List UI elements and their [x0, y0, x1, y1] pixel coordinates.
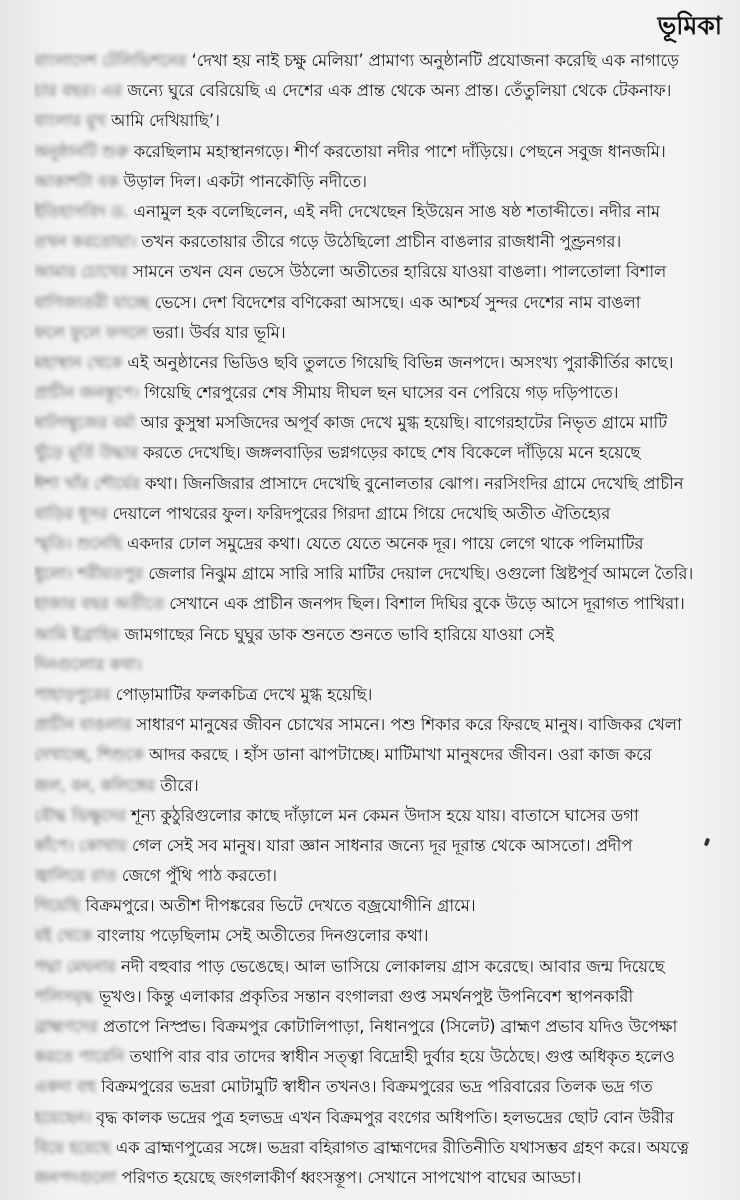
- line-text: নদী বহুবার পাড় ভেঙেছে। আল ভাসিয়ে লোকালয় গ্রাস করেছে। আবার জন্ম দিয়েছে: [115, 956, 665, 976]
- blurred-line-start: পলিসমৃদ্ধ: [34, 986, 94, 1006]
- text-line: [34, 529, 724, 559]
- line-text: বিক্রমপুরে। অতীশ দীপঙ্করের ভিটে দেখতে বজ্রযোগীনি গ্রামে।: [80, 896, 476, 916]
- line-text: জন্যে ঘুরে বেরিয়েছি এ দেশের এক প্রান্ত থেকে অন্য প্রান্ত। তেঁতুলিয়া থেকে টেকনাফ।: [122, 81, 672, 101]
- text-line: [34, 318, 724, 348]
- text-line: [34, 1103, 724, 1133]
- line-text: আমি দেখিয়াছি’।: [105, 111, 220, 131]
- text-line: [34, 831, 724, 861]
- line-text: সাধারণ মানুষের জীবন চোখের সামনে। পশু শিকার করে ফিরছে মানুষ। বাজিকর খেলা: [131, 715, 682, 735]
- line-text: সামনে তখন যেন ভেসে উঠলো অতীতের হারিয়ে যাওয়া বাঙলা। পালতোলা বিশাল: [127, 262, 667, 282]
- line-text: আর কুসুম্বা মসজিদের অপূর্ব কাজ দেখে মুগ্ধ হয়েছি। বাগেরহাটের নিভৃত গ্রামে মাটি: [135, 413, 668, 433]
- blurred-line-start: ষাটগম্বুজের বর্মা: [34, 413, 136, 433]
- blurred-line-start: দেখাচ্ছে, শিশুকে: [34, 745, 144, 765]
- line-text: দেয়ালে পাথরের ফুল। ফরিদপুরের গিরদা গ্রামে গিয়ে দেখেছি অতীত ঐতিহ্যের: [107, 503, 611, 523]
- paragraph: [34, 710, 724, 801]
- line-text: বাংলায় পড়েছিলাম সেই অতীতের দিনগুলোর কথা।: [92, 926, 429, 946]
- blurred-line-start: ধুলো। শরীয়তপুর: [34, 564, 144, 584]
- line-text: আদর করছে । হাঁস ডানা ঝাপটাচ্ছে। মাটিমাখা মানুষদের জীবন। ওরা কাজ করে: [143, 745, 652, 765]
- text-line: [34, 197, 724, 227]
- blurred-line-start: বাংলাদেশ টেলিভিশনের: [34, 51, 187, 70]
- blurred-line-start: আকাশটা বক: [34, 171, 119, 191]
- text-line: [34, 288, 724, 318]
- blurred-line-start: দিনগুলোর কথা।: [34, 654, 142, 674]
- blurred-line-start: বই থেকে: [34, 926, 93, 946]
- text-line: [34, 257, 724, 287]
- line-text: গেল সেই সব মানুষ। যারা জ্ঞান সাধনার জন্যে দূর দূরান্ত থেকে আসতো। প্রদীপ: [126, 835, 633, 855]
- blurred-line-start: একদা বহু: [34, 1077, 96, 1097]
- line-text: ভরা। উর্বর যার ভূমি।: [147, 322, 286, 342]
- blurred-line-start: আমি ইব্রাহিম: [34, 624, 120, 644]
- blurred-line-start: আমার চোখের: [34, 262, 128, 282]
- text-line: [34, 982, 724, 1012]
- text-line: [34, 710, 724, 740]
- blurred-line-start: ঈশা খাঁর শৌর্যের: [34, 473, 140, 493]
- blurred-line-start: প্রাচীন জনস্তূপে।: [34, 383, 140, 403]
- text-line: [34, 680, 724, 710]
- blurred-line-start: তখন করতোয়া।: [34, 232, 137, 252]
- blurred-line-start: মহাস্থান থেকে: [34, 352, 123, 372]
- paragraph: [34, 801, 724, 892]
- blurred-line-start: অনুষ্ঠানটি শুরু: [34, 141, 129, 161]
- text-line: [34, 1042, 724, 1072]
- line-text: বৃদ্ধ কালক ভদ্রের পুত্র হলভদ্র এখন বিক্রমপুর বংগের অধিপতি। হলভদ্রের ছোট বোন উরীর: [90, 1107, 674, 1127]
- text-line: [34, 378, 724, 408]
- text-line: [34, 559, 724, 589]
- page-title: ভূমিকা: [657, 11, 722, 40]
- text-line: [34, 167, 724, 197]
- text-line: [34, 137, 724, 167]
- blurred-line-start: বাংলার মুখ: [34, 111, 106, 131]
- body-text: [34, 46, 724, 1193]
- line-text: ভূখণ্ড। কিন্তু এলাকার প্রকৃতির সন্তান বংগালরা গুপ্ত সমর্থনপুষ্ট উপনিবেশ স্থাপনকারী: [93, 986, 634, 1006]
- text-line: [34, 771, 724, 801]
- line-text: জেলার নিঝুম গ্রামে সারি সারি মাটির দেয়াল দেখেছি। ওগুলো খ্রিষ্টপূর্ব আমলে তৈরি।: [143, 564, 694, 584]
- line-text: ‘দেখা হয় নাই চক্ষু মেলিয়া’ প্রামাণ্য অনুষ্ঠানটি প্রযোজনা করেছি এক নাগাড়ে: [186, 51, 679, 70]
- text-line: [34, 801, 724, 831]
- text-line: [34, 469, 724, 499]
- text-line: [34, 46, 724, 76]
- blurred-line-start: হয়েছেন।: [34, 1107, 91, 1127]
- line-text: পোড়ামাটির ফলকচিত্র দেখে মুগ্ধ হয়েছি।: [110, 684, 373, 704]
- text-line: [34, 952, 724, 982]
- paragraph: [34, 46, 724, 137]
- text-line: [34, 861, 724, 891]
- line-text: এই অনুষ্ঠানের ভিডিও ছবি তুলতে গিয়েছি বিভিন্ন জনপদে। অসংখ্য পুরাকীর্তির কাছে।: [122, 352, 674, 372]
- text-line: [34, 408, 724, 438]
- paragraph: [34, 348, 724, 680]
- blurred-line-start: ইতিহাসবিদ ড.: [34, 201, 129, 221]
- line-text: এক ব্রাহ্মণপুত্রের সঙ্গে। ভদ্ররা বহিরাগত ব্রাহ্মণদের রীতিনীতি যথাসম্ভব গ্রহণ করে। অযত্নে: [110, 1137, 689, 1157]
- line-text: জেগে পুঁথি পাঠ করতো।: [116, 866, 277, 886]
- text-line: [34, 227, 724, 257]
- line-text: ভেসে। দেশ বিদেশের বণিকেরা আসছে। এক আশ্চর্য সুন্দর দেশের নাম বাঙলা: [149, 292, 641, 312]
- line-text: সেখানে এক প্রাচীন জনপদ ছিল। বিশাল দিঘির বুকে উড়ে আসে দূরাগত পাখিরা।: [164, 594, 685, 614]
- blurred-line-start: ফলে ফুলে ফসলে: [34, 322, 148, 342]
- blurred-line-start: জনপদগুলো: [34, 1167, 117, 1187]
- blurred-line-start: পাহাড়পুরের: [34, 684, 111, 704]
- line-text: জামগাছের নিচে ঘুঘুর ডাক শুনতে শুনতে ভাবি হারিয়ে যাওয়া সেই: [119, 624, 554, 644]
- text-line: [34, 1012, 724, 1042]
- paragraph: [34, 137, 724, 197]
- blurred-line-start: বাড়ির ধূসর: [34, 503, 108, 523]
- paragraph: [34, 257, 724, 348]
- blurred-line-start: করতে পারেনি: [34, 1047, 125, 1067]
- blurred-line-start: পদ্মা মেঘনার: [34, 956, 116, 976]
- text-line: [34, 891, 724, 921]
- line-text: কথা। জিনজিরার প্রাসাদে দেখেছি বুনোলতার ঝোপ। নরসিংদির গ্রামে দেখেছি প্রাচীন: [140, 473, 684, 493]
- line-text: একদার ঢোল সমুদ্রের কথা। যেতে যেতে অনেক দূর। পায়ে লেগে থাকে পলিমাটির: [121, 534, 644, 553]
- blurred-line-start: স্মৃতি। শুনেছি: [34, 534, 122, 553]
- blurred-line-start: বাণিজ্যতরী যাচ্ছে: [34, 292, 150, 312]
- text-line: [34, 589, 724, 619]
- paragraph: [34, 197, 724, 257]
- text-line: [34, 1163, 724, 1193]
- line-text: শূন্য কুঠুরিগুলোর কাছে দাঁড়ালে মন কেমন উদাস হয়ে যায়। বাতাসে ঘাসের ডগা: [126, 805, 639, 825]
- line-text: গিয়েছি শেরপুরের শেষ সীমায় দীঘল ছন ঘাসের বন পেরিয়ে গড় দড়িপাতে।: [139, 383, 619, 403]
- text-line: [34, 438, 724, 468]
- text-line: [34, 499, 724, 529]
- blurred-line-start: প্রাচীন বাঙলার: [34, 715, 132, 735]
- line-text: এনামুল হক বলেছিলেন, এই নদী দেখেছেন হিউয়েন সাঙ ষষ্ঠ শতাব্দীতে। নদীর নাম: [128, 201, 660, 221]
- text-line: [34, 1072, 724, 1102]
- blurred-line-start: জল, বন, কলিঙ্গের: [34, 775, 156, 795]
- paragraph: [34, 952, 724, 1194]
- line-text: তীরে।: [155, 775, 199, 795]
- text-line: [34, 921, 724, 951]
- text-line: [34, 620, 724, 650]
- blurred-line-start: খুঁড়ে মূর্তি উদ্ধার: [34, 443, 138, 463]
- line-text: পরিণত হয়েছে জংগলাকীর্ণ ধ্বংসস্তূপ। সেখানে সাপখোপ বাঘের আড্ডা।: [116, 1167, 582, 1187]
- text-line: [34, 76, 724, 106]
- line-text: তথাপি বার বার তাদের স্বাধীন সত্ত্বা বিদ্রোহী দুর্বার হয়ে উঠেছে। গুপ্ত অধিকৃত হলেও: [124, 1047, 675, 1067]
- blurred-line-start: গিয়েছি: [34, 896, 81, 916]
- blurred-line-start: ব্রাহ্মণদের: [34, 1017, 98, 1036]
- blurred-line-start: বিয়ে হয়েছে: [34, 1137, 111, 1157]
- blurred-line-start: জ্বালিয়ে রাত: [34, 866, 117, 886]
- text-line: [34, 650, 724, 680]
- paragraph: [34, 891, 724, 951]
- blurred-line-start: কাঁপে। কোথায়: [34, 835, 127, 855]
- text-line: [34, 106, 724, 136]
- line-text: প্রতাপে নিস্প্রভ। বিক্রমপুর কোটালিপাড়া, নিধানপুরে (সিলেট) ব্রাহ্মণ প্রভাব যদিও উপেক্ষা: [97, 1017, 678, 1036]
- paragraph: [34, 680, 724, 710]
- text-line: [34, 740, 724, 770]
- line-text: করেছিলাম মহাস্থানগড়ে। শীর্ণ করতোয়া নদীর পাশে দাঁড়িয়ে। পেছনে সবুজ ধানজমি।: [128, 141, 666, 161]
- line-text: তখন করতোয়ার তীরে গড়ে উঠেছিলো প্রাচীন বাঙলার রাজধানী পুণ্ড্রনগর।: [136, 232, 622, 252]
- blurred-line-start: বৌদ্ধ ভিক্ষুদের: [34, 805, 127, 825]
- line-text: করতে দেখেছি। জঙ্গলবাড়ির ভগ্নগড়ের কাছে শেষ বিকেলে দাঁড়িয়ে মনে হয়েছে: [137, 443, 641, 463]
- text-line: [34, 348, 724, 378]
- line-text: উড়াল দিল। একটা পানকৌড়ি নদীতে।: [118, 171, 367, 191]
- text-line: [34, 1133, 724, 1163]
- blurred-line-start: চার বছর। এর: [34, 81, 123, 101]
- line-text: বিক্রমপুরের ভদ্ররা মোটামুটি স্বাধীন তখনও। বিক্রমপুরের ভদ্র পরিবারের তিলক ভদ্র গত: [95, 1077, 653, 1097]
- blurred-line-start: হাজার বছর অতীতে: [34, 594, 165, 614]
